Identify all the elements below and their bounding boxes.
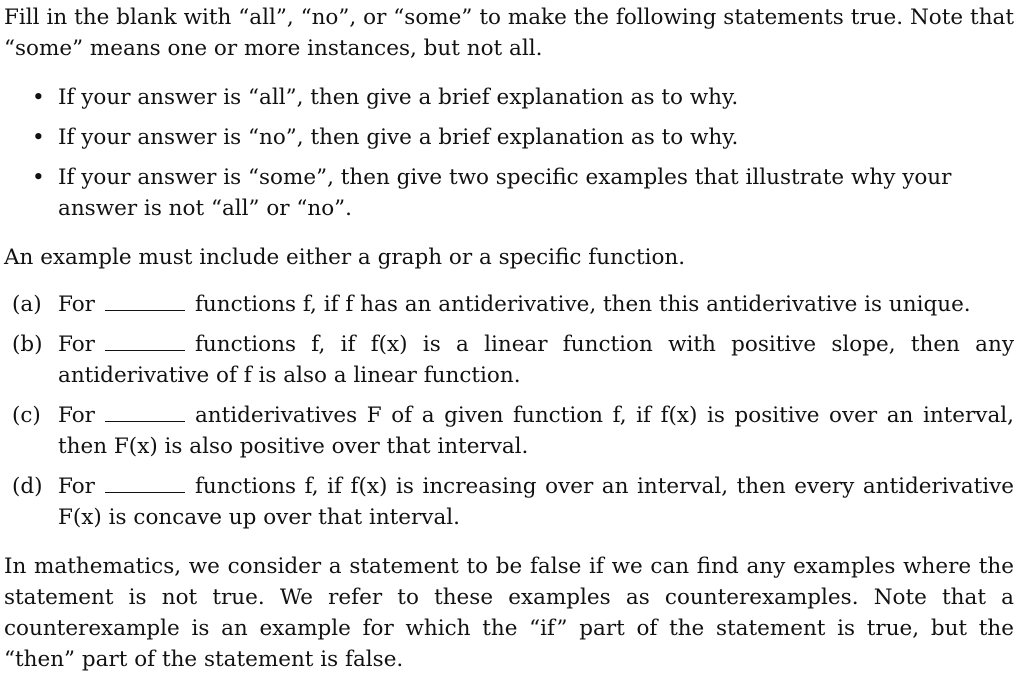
bullet-icon: • — [32, 165, 45, 190]
answer-blank[interactable] — [105, 405, 185, 422]
closing-paragraph: In mathematics, we consider a statement to be false if we can find any examples where the statement is not true. We refer to these examples as counterexamples. Note that a counterexample is an example for which the “if” part of the statement is true, but the “then” part of the statement is false. — [4, 554, 1014, 672]
statement-item-c — [4, 400, 1014, 462]
bullet-icon: • — [32, 125, 45, 150]
answer-blank[interactable] — [105, 476, 185, 493]
statement-label: (b) — [12, 332, 43, 357]
statement-pre: For — [58, 403, 95, 428]
answer-blank[interactable] — [105, 294, 185, 311]
answer-blank[interactable] — [105, 334, 185, 351]
statement-pre: For — [58, 292, 95, 317]
statement-label: (d) — [12, 474, 43, 499]
rule-text: If your answer is “no”, then give a brief explanation as to why. — [58, 125, 739, 150]
statement-label: (c) — [12, 403, 41, 428]
statement-pre: For — [58, 332, 95, 357]
statement-item-a — [4, 289, 1014, 320]
rule-item — [4, 82, 1014, 113]
statement-text: antiderivatives F of a given function f, if f(x) is positive over an interval, then F(x) is also positive over that interval. — [58, 403, 1014, 459]
statement-pre: For — [58, 474, 95, 499]
bullet-icon: • — [32, 85, 45, 110]
statement-text: functions f, if f has an antiderivative, then this antiderivative is unique. — [194, 292, 971, 317]
rule-item — [4, 122, 1014, 153]
rules-list — [4, 82, 1014, 224]
rule-text: If your answer is “some”, then give two specific examples that illustrate why your answer is not “all” or “no”. — [58, 165, 952, 221]
statement-item-b — [4, 329, 1014, 391]
rule-text: If your answer is “all”, then give a brief explanation as to why. — [58, 85, 739, 110]
example-note: An example must include either a graph or a specific function. — [4, 245, 686, 270]
statement-text: functions f, if f(x) is increasing over an interval, then every antiderivative F(x) is concave up over that interval. — [58, 474, 1014, 530]
intro-paragraph: Fill in the blank with “all”, “no”, or “some” to make the following statements true. Note that “some” means one or more instances, but not all. — [4, 5, 1014, 61]
statement-text: functions f, if f(x) is a linear function with positive slope, then any antiderivative of f is also a linear function. — [58, 332, 1014, 388]
statement-label: (a) — [12, 292, 42, 317]
statement-item-d — [4, 471, 1014, 533]
rule-item — [4, 162, 1014, 224]
statements-list — [4, 289, 1014, 533]
